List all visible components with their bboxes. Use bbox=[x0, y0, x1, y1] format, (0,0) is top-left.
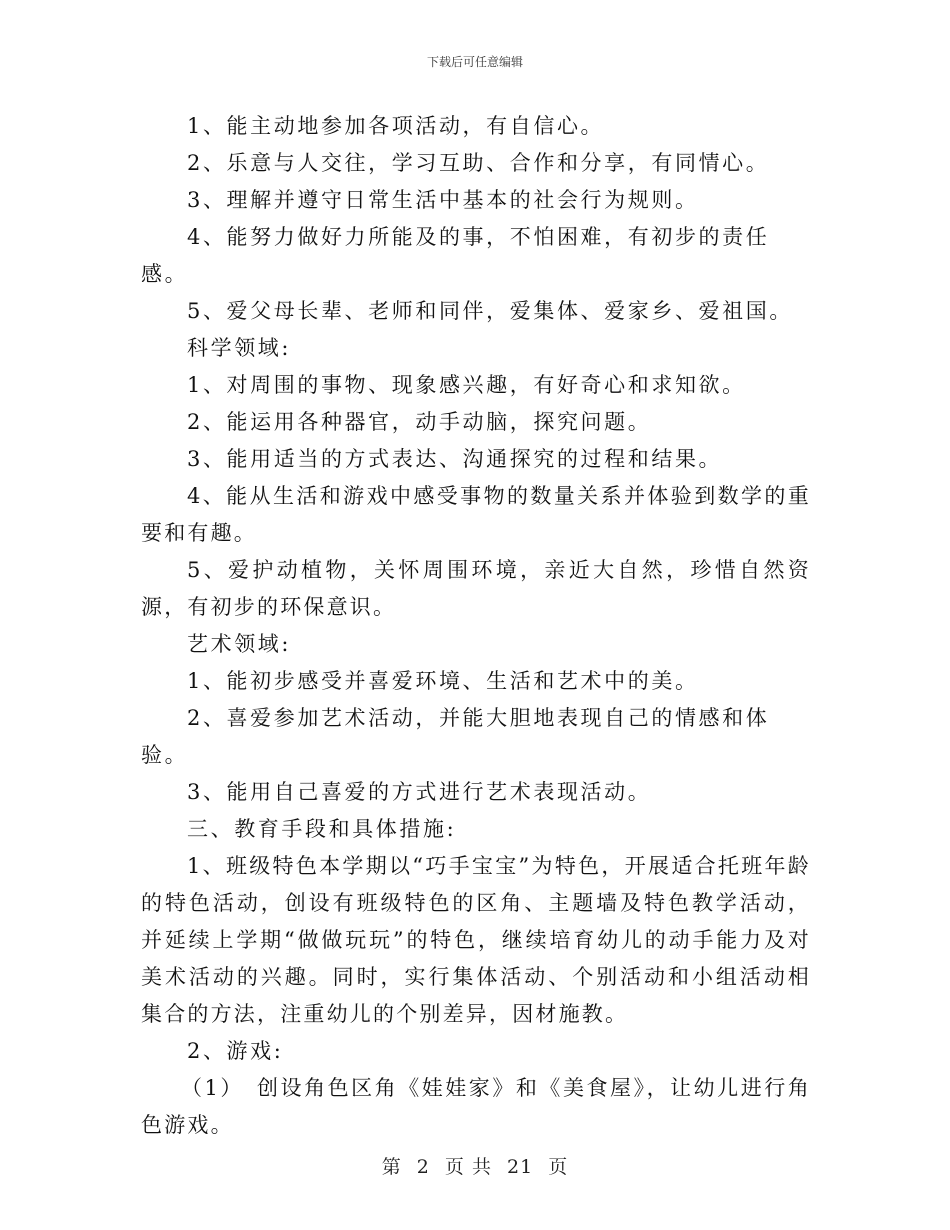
paragraph: 5、爱护动植物，关怀周围环境，亲近大自然，珍惜自然资源，有初步的环保意识。 bbox=[141, 558, 811, 619]
page-header-note: 下载后可任意编辑 bbox=[426, 55, 523, 69]
section-heading: 三、教育手段和具体措施: bbox=[187, 817, 457, 841]
total-pages: 21 bbox=[507, 1156, 534, 1178]
paragraph: 3、能用适当的方式表达、沟通探究的过程和结果。 bbox=[187, 447, 723, 471]
paragraph: 1、对周围的事物、现象感兴趣，有好奇心和求知欲。 bbox=[187, 373, 746, 397]
paragraph: （1） 创设角色区角《娃娃家》和《美食屋》，让幼儿进行角色游戏。 bbox=[141, 1076, 811, 1137]
section-heading: 艺术领域: bbox=[187, 632, 292, 656]
page-footer bbox=[0, 1152, 950, 1179]
paragraph: 3、理解并遵守日常生活中基本的社会行为规则。 bbox=[187, 188, 699, 212]
paragraph: 3、能用自己喜爱的方式进行艺术表现活动。 bbox=[187, 780, 652, 804]
footer-label-of: 页 共 bbox=[444, 1156, 492, 1178]
section-heading: 科学领域: bbox=[187, 336, 292, 360]
footer-label-page: 第 bbox=[381, 1156, 402, 1178]
document-body bbox=[141, 108, 811, 1144]
paragraph: 5、爱父母长辈、老师和同伴，爱集体、爱家乡、爱祖国。 bbox=[187, 299, 793, 323]
paragraph: 4、能努力做好力所能及的事，不怕困难，有初步的责任感。 bbox=[141, 225, 770, 286]
page-number: 2 bbox=[416, 1156, 430, 1178]
footer-label-end: 页 bbox=[548, 1156, 569, 1178]
paragraph: 1、能初步感受并喜爱环境、生活和艺术中的美。 bbox=[187, 669, 699, 693]
paragraph: 4、能从生活和游戏中感受事物的数量关系并体验到数学的重要和有趣。 bbox=[141, 484, 811, 545]
paragraph: 2、能运用各种器官，动手动脑，探究问题。 bbox=[187, 410, 652, 434]
paragraph: 2、喜爱参加艺术活动，并能大胆地表现自己的情感和体验。 bbox=[141, 706, 770, 767]
paragraph: 2、乐意与人交往，学习互助、合作和分享，有同情心。 bbox=[187, 151, 770, 175]
paragraph: 2、游戏: bbox=[187, 1039, 284, 1063]
paragraph: 1、班级特色本学期以“巧手宝宝”为特色，开展适合托班年龄的特色活动，创设有班级特色的区角、主题墙及特色教学活动，并延续上学期“做做玩玩”的特色，继续培育幼儿的动手能力及对美术活动的兴趣。同时，实行集体活动、个别活动和小组活动相集合的方法，注重幼儿的个别差异，因材施教。 bbox=[141, 854, 811, 1026]
paragraph: 1、能主动地参加各项活动，有自信心。 bbox=[187, 114, 605, 138]
